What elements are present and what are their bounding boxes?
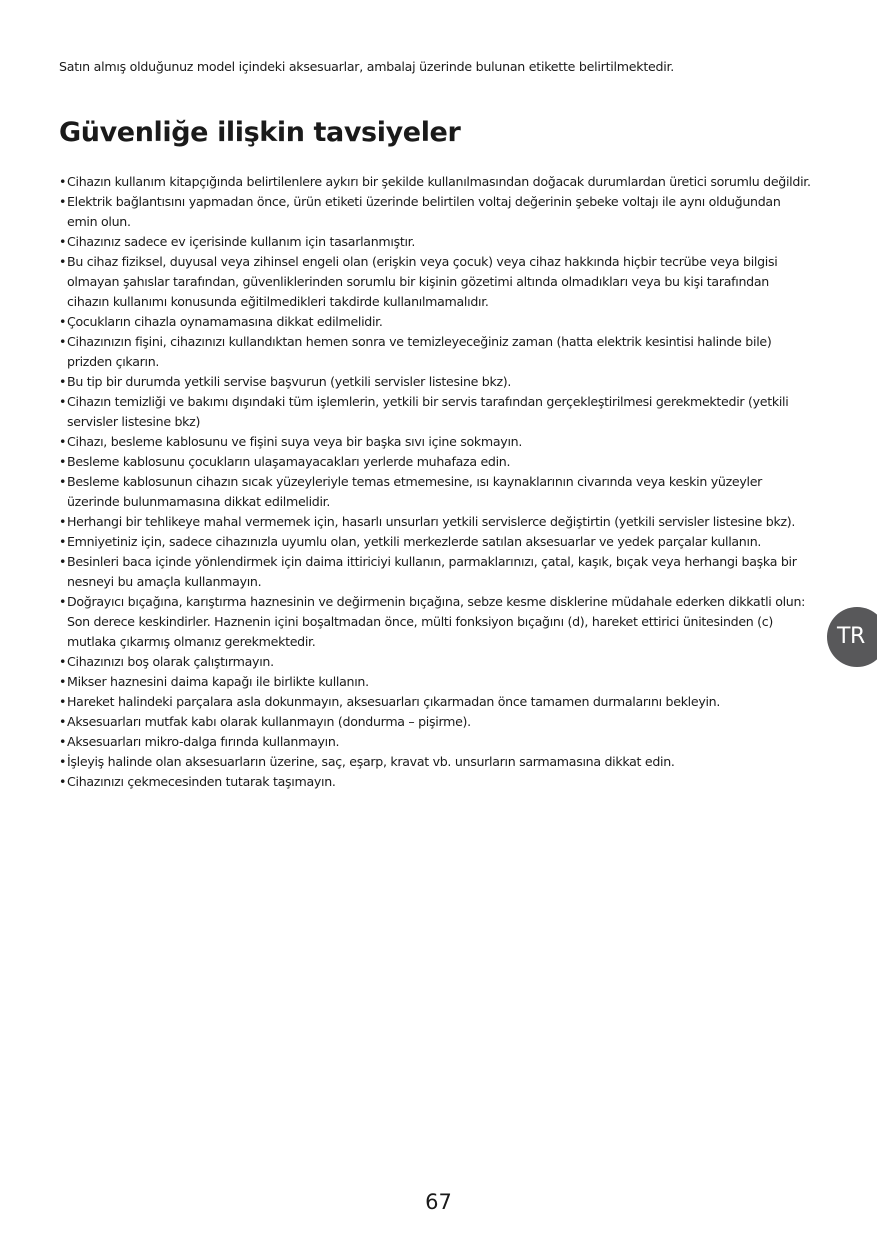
list-item: • Besinleri baca içinde yönlendirmek için daima ittiriciyi kullanın, parmaklarınızı, çatal, kaşık, bıçak veya herhangi başka bir nesneyi bu amaçla kullanmayın.: [59, 552, 811, 592]
page-title: Güvenliğe ilişkin tavsiyeler: [59, 117, 461, 148]
list-item: • Emniyetiniz için, sadece cihazınızla uyumlu olan, yetkili merkezlerde satılan aksesuarlar ve yedek parçalar kullanın.: [59, 532, 811, 552]
list-item: • Cihazı, besleme kablosunu ve fişini suya veya bir başka sıvı içine sokmayın.: [59, 432, 811, 452]
list-item: • Aksesuarları mutfak kabı olarak kullanmayın (dondurma – pişirme).: [59, 712, 811, 732]
list-item: • Cihazınızın fişini, cihazınızı kullandıktan hemen sonra ve temizleyeceğiniz zaman (hatta elektrik kesintisi halinde bile) prizden çıkarın.: [59, 332, 811, 372]
list-item: • Çocukların cihazla oynamamasına dikkat edilmelidir.: [59, 312, 811, 332]
list-item: • Hareket halindeki parçalara asla dokunmayın, aksesuarları çıkarmadan önce tamamen durmalarını bekleyin.: [59, 692, 811, 712]
safety-list: [59, 172, 811, 792]
list-item: • Aksesuarları mikro-dalga fırında kullanmayın.: [59, 732, 811, 752]
list-item: • Cihazınızı boş olarak çalıştırmayın.: [59, 652, 811, 672]
list-item: • Cihazınız sadece ev içerisinde kullanım için tasarlanmıştır.: [59, 232, 811, 252]
list-item: • Bu cihaz fiziksel, duyusal veya zihinsel engeli olan (erişkin veya çocuk) veya cihaz hakkında hiçbir tecrübe veya bilgisi olmayan şahıslar tarafından, güvenliklerinden sorumlu bir kişinin gözetimi altında olmadıkları veya bu kişi tarafından cihazın kullanımı konusunda eğitilmedikleri takdirde kullanılmamalıdır.: [59, 252, 811, 312]
list-item: • Besleme kablosunu çocukların ulaşamayacakları yerlerde muhafaza edin.: [59, 452, 811, 472]
list-item: • Bu tip bir durumda yetkili servise başvurun (yetkili servisler listesine bkz).: [59, 372, 811, 392]
list-item: • İşleyiş halinde olan aksesuarların üzerine, saç, eşarp, kravat vb. unsurların sarmamasına dikkat edin.: [59, 752, 811, 772]
language-tab: TR: [827, 607, 877, 667]
list-item: • Herhangi bir tehlikeye mahal vermemek için, hasarlı unsurları yetkili servislerce değiştirtin (yetkili servisler listesine bkz).: [59, 512, 811, 532]
list-item: • Elektrik bağlantısını yapmadan önce, ürün etiketi üzerinde belirtilen voltaj değerinin şebeke voltajı ile aynı olduğundan emin olun.: [59, 192, 811, 232]
intro-note: Satın almış olduğunuz model içindeki aksesuarlar, ambalaj üzerinde bulunan etikette belirtilmektedir.: [59, 59, 675, 74]
list-item: • Cihazınızı çekmecesinden tutarak taşımayın.: [59, 772, 811, 792]
list-item: • Doğrayıcı bıçağına, karıştırma haznesinin ve değirmenin bıçağına, sebze kesme disklerine müdahale ederken dikkatli olun: Son derece keskindirler. Haznenin içini boşaltmadan önce, mülti fonksiyon bıçağını (d), hareket ettirici ünitesinden (c) mutlaka çıkarmış olmanız gerekmektedir.: [59, 592, 811, 652]
list-item: • Cihazın temizliği ve bakımı dışındaki tüm işlemlerin, yetkili bir servis tarafından gerçekleştirilmesi gerekmektedir (yetkili servisler listesine bkz): [59, 392, 811, 432]
page-number: 67: [425, 1190, 452, 1214]
list-item: • Mikser haznesini daima kapağı ile birlikte kullanın.: [59, 672, 811, 692]
list-item: • Cihazın kullanım kitapçığında belirtilenlere aykırı bir şekilde kullanılmasından doğacak durumlardan üretici sorumlu değildir.: [59, 172, 811, 192]
list-item: • Besleme kablosunun cihazın sıcak yüzeyleriyle temas etmemesine, ısı kaynaklarının civarında veya keskin yüzeyler üzerinde bulunmamasına dikkat edilmelidir.: [59, 472, 811, 512]
